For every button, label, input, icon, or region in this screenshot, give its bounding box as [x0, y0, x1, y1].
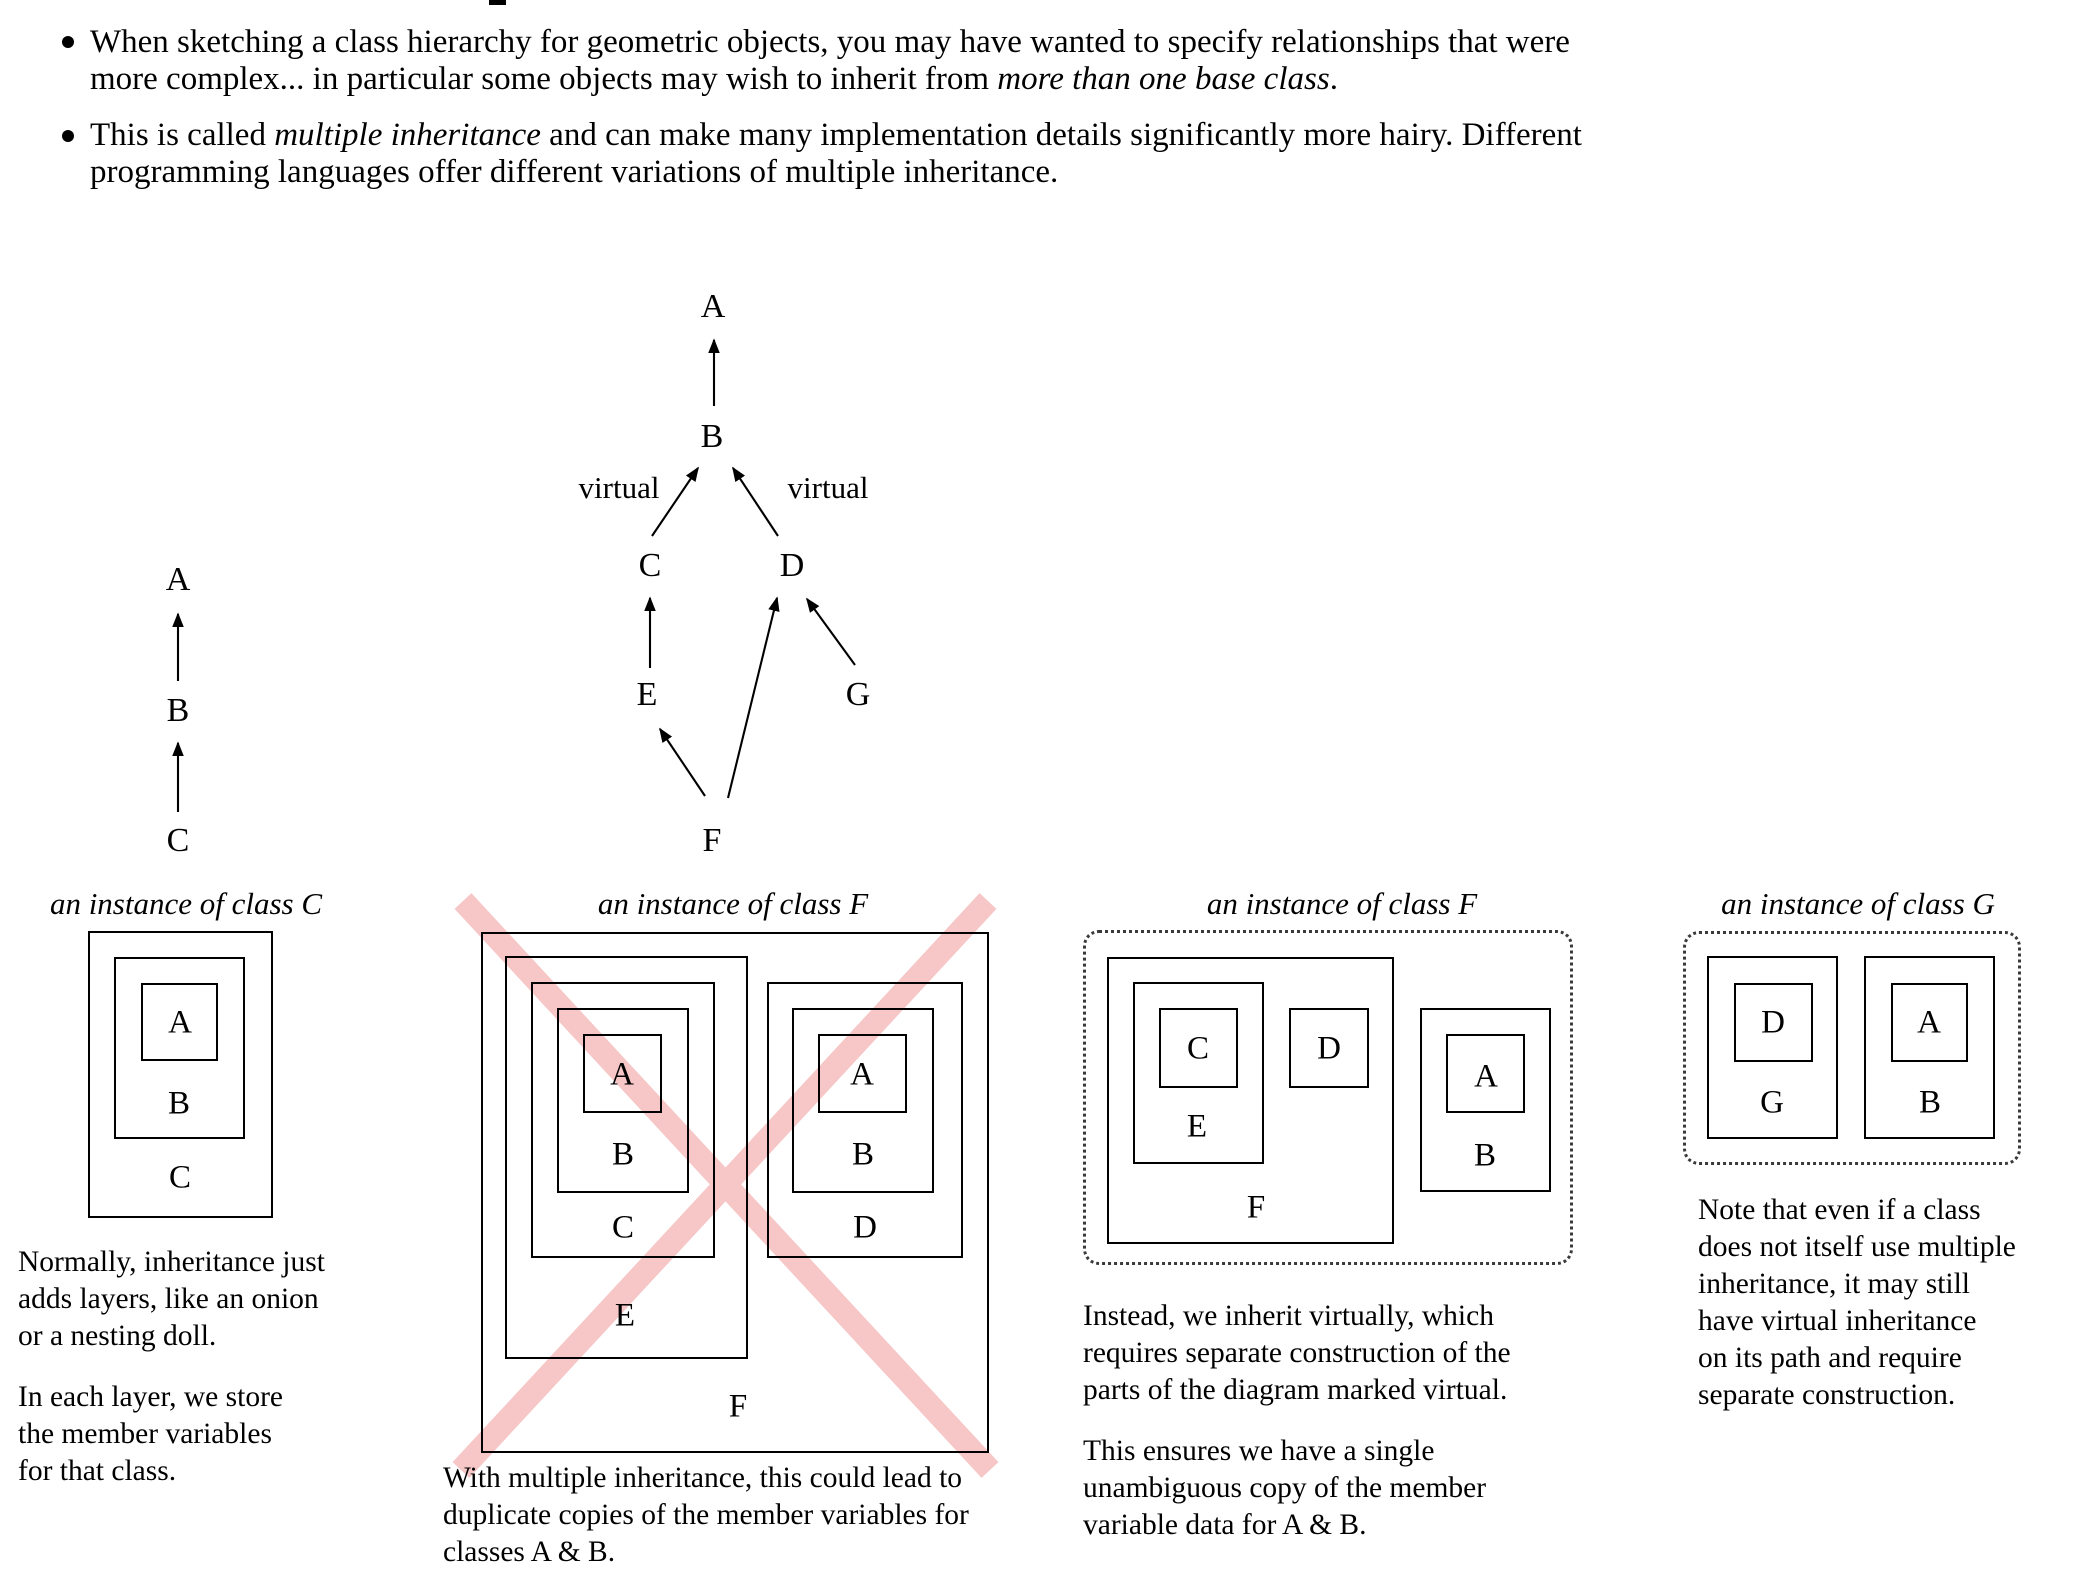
text-virtual-inheritance-solution: Instead, we inherit virtually, which requires separate construction of the parts of the diagram marked virtual. This ensures we have a single unambiguous copy of the member variable data for A & B.	[1083, 1300, 1511, 1541]
bullet-1-marker	[62, 36, 74, 48]
text-note-virtual-path: Note that even if a class does not itself use multiple inheritance, it may still have virtual inheritance on its path and require separate construction.	[1698, 1194, 2016, 1411]
graph-node-a: A	[700, 288, 726, 325]
chain-node-b: B	[166, 692, 190, 729]
instance-f1-label-c: C	[611, 1209, 635, 1246]
caption-instance-f-virtual: an instance of class F	[1206, 886, 1478, 921]
chain-node-a: A	[165, 561, 191, 598]
arrow-f-to-d	[728, 598, 777, 798]
graph-node-d: D	[779, 547, 805, 584]
instance-f1-label-d: D	[853, 1209, 877, 1246]
caption-instance-c: an instance of class C	[49, 886, 323, 921]
instance-c-label-b: B	[167, 1085, 191, 1122]
instance-f1-label-a-left: A	[610, 1056, 634, 1093]
caption-instance-g: an instance of class G	[1721, 886, 1995, 921]
arrow-f-to-e	[660, 729, 705, 796]
instance-g-label-a: A	[1917, 1004, 1941, 1041]
instance-f1-label-f: F	[728, 1388, 748, 1425]
instance-g-label-d: D	[1761, 1004, 1785, 1041]
caption-instance-f-crossed: an instance of class F	[597, 886, 869, 921]
arrow-g-to-d	[807, 599, 855, 665]
chain-node-c: C	[166, 822, 190, 859]
instance-f2-label-d: D	[1317, 1030, 1341, 1067]
instance-f2-label-c: C	[1186, 1030, 1210, 1067]
graph-node-e: E	[636, 676, 658, 713]
instance-f2-label-e: E	[1186, 1108, 1208, 1145]
graph-node-g: G	[845, 676, 871, 713]
virtual-label-left: virtual	[578, 470, 660, 505]
instance-f1-label-a-right: A	[850, 1056, 874, 1093]
instance-f1-label-b-right: B	[851, 1136, 875, 1173]
text-multiple-inheritance-problem: With multiple inheritance, this could lead to duplicate copies of the member variables for classes A & B.	[443, 1462, 969, 1568]
instance-f2-label-a: A	[1474, 1058, 1498, 1095]
instance-c-label-c: C	[168, 1159, 192, 1196]
arrow-d-to-b-virtual	[733, 468, 778, 536]
bullet-2-marker	[62, 130, 74, 142]
graph-node-b: B	[700, 418, 724, 455]
graph-node-c: C	[638, 547, 662, 584]
text-normal-inheritance: Normally, inheritance just adds layers, like an onion or a nesting doll. In each layer, we store the member variables for that class.	[18, 1246, 325, 1487]
instance-f2-label-f: F	[1246, 1189, 1266, 1226]
instance-g-label-g: G	[1760, 1084, 1784, 1121]
instance-f2-label-b: B	[1473, 1137, 1497, 1174]
instance-f1-label-b-left: B	[611, 1136, 635, 1173]
graph-node-f: F	[702, 822, 722, 859]
bullet-1-text: When sketching a class hierarchy for geometric objects, you may have wanted to specify relationships that were more complex... in particular some objects may wish to inherit from more than one base class.	[90, 24, 1570, 97]
virtual-label-right: virtual	[787, 470, 869, 505]
bullet-2-text: This is called multiple inheritance and can make many implementation details significantly more hairy. Different programming languages offer different variations of multiple inheritance.	[90, 117, 1582, 190]
instance-f1-label-e: E	[614, 1297, 636, 1334]
instance-g-label-b: B	[1918, 1084, 1942, 1121]
instance-c-label-a: A	[168, 1004, 192, 1041]
